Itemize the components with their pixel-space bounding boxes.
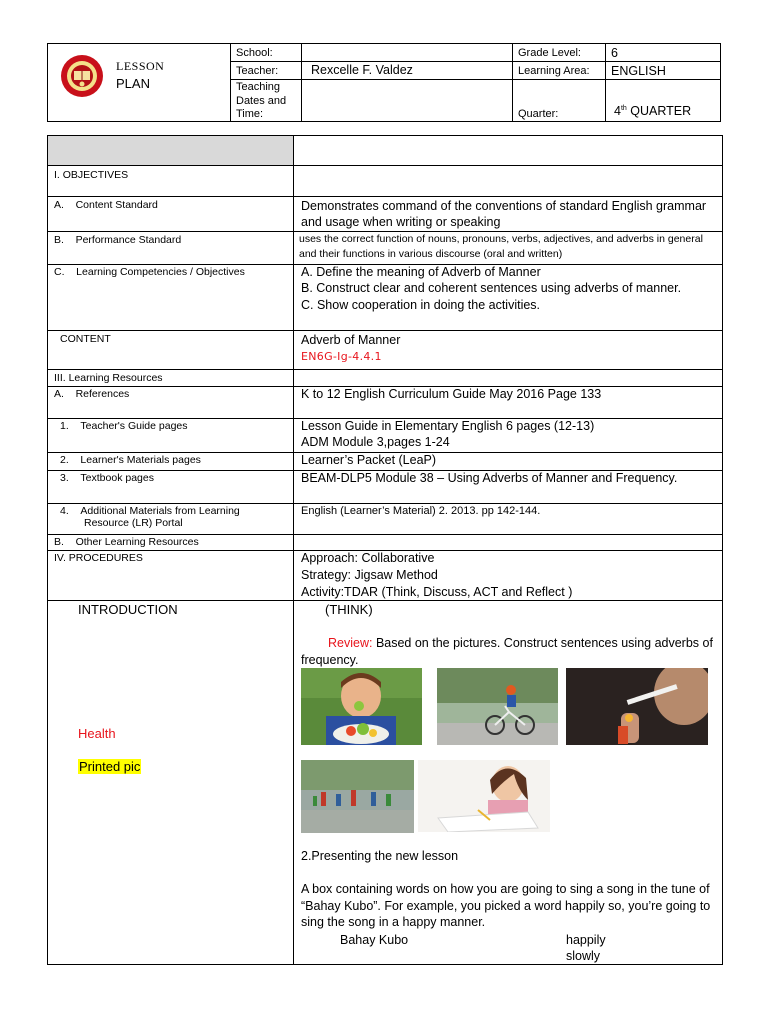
song-title: Bahay Kubo xyxy=(340,933,409,947)
performance-standard-label: B. Performance Standard xyxy=(54,234,182,246)
learning-area-label: Learning Area: xyxy=(518,65,590,77)
teacher-label: Teacher: xyxy=(236,65,279,77)
school-seal-logo xyxy=(60,54,104,98)
content-standard-value: Demonstrates command of the conventions of standard English grammar and usage when writing or speaking xyxy=(301,199,707,229)
performance-standard-value: uses the correct function of nouns, pronouns, verbs, adjectives, and adverbs in general and their functions in various discourse (oral and written) xyxy=(299,233,703,260)
manner-word-happily: happily xyxy=(566,933,606,947)
teaching-dates-label: Teaching Dates and Time: xyxy=(236,81,287,120)
textbook-pages-value: BEAM-DLP5 Module 38 – Using Adverbs of Manner and Frequency. xyxy=(301,471,678,485)
manner-word-slowly: slowly xyxy=(566,949,601,963)
photo-girl-writing xyxy=(418,760,550,832)
teacher-value: Rexcelle F. Valdez xyxy=(311,63,413,77)
other-resources-label: B. Other Learning Resources xyxy=(54,536,199,548)
printed-pic-label: Printed pic xyxy=(79,759,141,774)
references-label: A. References xyxy=(54,388,130,400)
objectives-heading: I. OBJECTIVES xyxy=(54,169,129,181)
grade-level-value: 6 xyxy=(611,46,618,60)
photo-children-running-rain xyxy=(301,760,414,833)
lesson-plan-table xyxy=(47,135,723,965)
table-header-cell xyxy=(48,136,293,165)
logo-title-lesson: LESSON xyxy=(116,59,165,73)
photo-child-riding-bike xyxy=(437,668,558,745)
teachers-guide-label: 1. Teacher's Guide pages xyxy=(60,420,188,432)
photo-man-smoking xyxy=(566,668,708,745)
additional-materials-label: 4. Additional Materials from Learning Resource (LR) Portal xyxy=(60,505,240,529)
content-standard-label: A. Content Standard xyxy=(54,199,158,211)
learning-competencies-label: C. Learning Competencies / Objectives xyxy=(54,266,245,278)
think-label: (THINK) xyxy=(325,602,373,617)
strategy-text: Strategy: Jigsaw Method xyxy=(301,568,438,582)
teachers-guide-value-1: Lesson Guide in Elementary English 6 pages (12-13) xyxy=(301,419,595,433)
quarter-value: 4th QUARTER xyxy=(614,104,692,118)
learners-materials-label: 2. Learner's Materials pages xyxy=(60,454,201,466)
header-table xyxy=(47,43,721,122)
competency-a: A. Define the meaning of Adverb of Manner xyxy=(301,265,541,279)
logo-title-plan: PLAN xyxy=(116,76,150,91)
content-code: EN6G-Ig-4.4.1 xyxy=(301,350,382,363)
school-label: School: xyxy=(236,47,273,59)
photo-child-eating-salad xyxy=(301,668,422,745)
box-instructions-text: A box containing words on how you are going to sing a song in the tune of “Bahay Kubo”. For example, you picked a word happily so, you’re going to sing the song in a happy manner. xyxy=(301,882,711,929)
additional-materials-value: English (Learner’s Material) 2. 2013. pp 142-144. xyxy=(301,505,541,517)
learning-area-value: ENGLISH xyxy=(611,64,666,78)
content-value: Adverb of Manner xyxy=(301,333,401,347)
references-value: K to 12 English Curriculum Guide May 2016 Page 133 xyxy=(301,387,602,401)
procedures-heading: IV. PROCEDURES xyxy=(54,552,143,564)
health-label: Health xyxy=(78,726,116,741)
textbook-pages-label: 3. Textbook pages xyxy=(60,472,154,484)
content-label: CONTENT xyxy=(60,333,111,345)
learners-materials-value: Learner’s Packet (LeaP) xyxy=(301,453,437,467)
activity-text: Activity:TDAR (Think, Discuss, ACT and Reflect ) xyxy=(301,585,573,599)
review-instructions: Review: Based on the pictures. Construct sentences using adverbs of frequency. xyxy=(301,636,713,667)
competency-c: C. Show cooperation in doing the activities. xyxy=(301,298,541,312)
approach-text: Approach: Collaborative xyxy=(301,551,435,565)
grade-level-label: Grade Level: xyxy=(518,47,581,59)
quarter-label: Quarter: xyxy=(518,108,559,120)
teachers-guide-value-2: ADM Module 3,pages 1-24 xyxy=(301,435,450,449)
competency-b: B. Construct clear and coherent sentences using adverbs of manner. xyxy=(301,281,682,295)
introduction-label: INTRODUCTION xyxy=(78,602,178,617)
presenting-lesson-heading: 2.Presenting the new lesson xyxy=(301,849,459,863)
learning-resources-heading: III. Learning Resources xyxy=(54,372,163,384)
